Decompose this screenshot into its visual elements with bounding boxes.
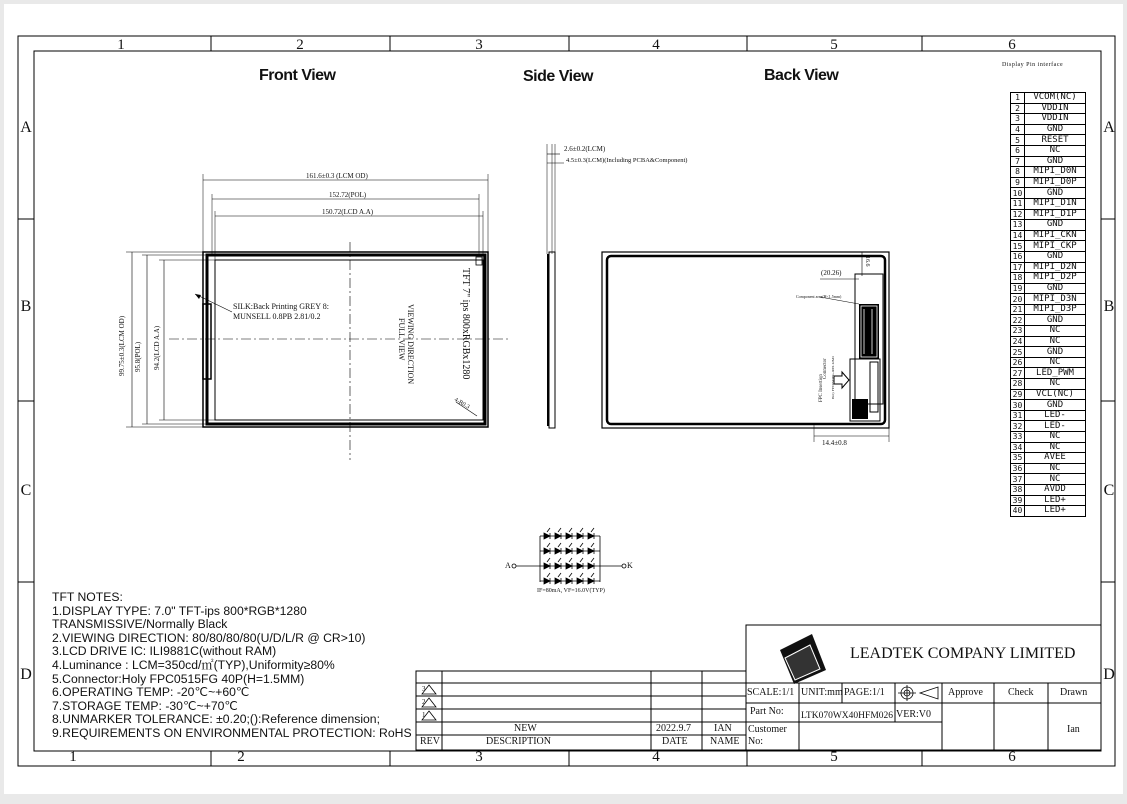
pin-row — [1011, 273, 1086, 284]
led-diode — [544, 578, 550, 584]
pin-number: 15 — [1011, 241, 1025, 252]
led-diode — [555, 578, 561, 584]
led-diode — [544, 533, 550, 539]
pin-signal: GND — [1025, 124, 1086, 135]
pin-signal: NC — [1025, 432, 1086, 443]
note-line: 8.UNMARKER TOLERANCE: ±0.20;():Reference dimension; — [52, 712, 380, 727]
led-diode — [566, 533, 572, 539]
pin-row — [1011, 283, 1086, 294]
part-no-label: Part No: — [750, 706, 784, 717]
note-line: 3.LCD DRIVE IC: ILI9881C(without RAM) — [52, 644, 277, 659]
row-label: A — [1103, 119, 1115, 136]
part-no-value: LTK070WX40HFM026 — [801, 711, 894, 721]
dim-2026: (20.26) — [821, 269, 842, 277]
pin-row — [1011, 368, 1086, 379]
row-label: C — [1103, 482, 1115, 499]
pin-signal: VDDIN — [1025, 103, 1086, 114]
pin-row — [1011, 315, 1086, 326]
pin-number: 29 — [1011, 389, 1025, 400]
pin-number: 22 — [1011, 315, 1025, 326]
drawn-label: Drawn — [1060, 687, 1088, 698]
pin-number: 17 — [1011, 262, 1025, 273]
col-label: 1 — [69, 749, 77, 765]
connector-part-label: Holy FPC0515FG-40PL12M3 — [831, 356, 835, 399]
back-view-title: Back View — [764, 67, 839, 84]
rev-mark: 1 — [422, 711, 426, 719]
pin-signal: AVDD — [1025, 484, 1086, 495]
pin-signal: GND — [1025, 251, 1086, 262]
customer-no-label: Customer No: — [748, 724, 787, 747]
company-logo — [780, 634, 826, 684]
pin-row — [1011, 220, 1086, 231]
pin-signal: LED- — [1025, 421, 1086, 432]
pin-signal: GND — [1025, 283, 1086, 294]
dim-v-lcd-aa: 94.2(LCD A.A) — [153, 325, 161, 370]
note-line: 4.Luminance : LCM=350cd/㎡(TYP),Uniformity≥80% — [52, 657, 335, 672]
led-diode — [577, 533, 583, 539]
drawn-by-value: Ian — [1067, 724, 1080, 735]
pin-table — [1010, 92, 1086, 517]
pin-signal: LED+ — [1025, 495, 1086, 506]
pin-number: 3 — [1011, 114, 1025, 125]
pin-row — [1011, 495, 1086, 506]
col-label: 6 — [1008, 37, 1016, 53]
led-diode — [588, 533, 594, 539]
side-view-title: Side View — [523, 68, 593, 85]
pin-number: 25 — [1011, 347, 1025, 358]
version-label: VER:V0 — [896, 709, 931, 720]
pin-signal: NC — [1025, 463, 1086, 474]
pin-row — [1011, 336, 1086, 347]
silk-note-line1: SILK:Back Printing GREY 8: — [233, 302, 329, 311]
pin-signal: RESET — [1025, 135, 1086, 146]
fpc-insertion-label: FPC Insertion — [819, 374, 824, 402]
pin-number: 33 — [1011, 432, 1025, 443]
component-area-label: Component area(H<1.5mm) — [796, 294, 842, 299]
pin-row — [1011, 156, 1086, 167]
rev-header: REV — [420, 736, 440, 747]
pin-number: 4 — [1011, 124, 1025, 135]
pin-signal: GND — [1025, 188, 1086, 199]
pin-row — [1011, 400, 1086, 411]
pin-number: 16 — [1011, 251, 1025, 262]
dim-v-pol: 95.8(POL) — [134, 341, 142, 372]
pin-row — [1011, 188, 1086, 199]
pin-number: 6 — [1011, 145, 1025, 156]
pin-signal: NC — [1025, 145, 1086, 156]
pin-row — [1011, 198, 1086, 209]
pin-number: 18 — [1011, 273, 1025, 284]
pin-number: 27 — [1011, 368, 1025, 379]
dim-back-bottom: 14.4±0.8 — [822, 439, 847, 447]
pin-row — [1011, 357, 1086, 368]
rev-new: NEW — [514, 723, 537, 734]
pin-signal: MIPI_D1N — [1025, 198, 1086, 209]
tft-notes — [52, 591, 412, 741]
pin-number: 40 — [1011, 506, 1025, 517]
pin-row — [1011, 484, 1086, 495]
pin-row — [1011, 209, 1086, 220]
description-header: DESCRIPTION — [486, 736, 552, 747]
dim-v-lcm-od: 99.75±0.3(LCM OD) — [118, 315, 126, 376]
pin-number: 8 — [1011, 167, 1025, 178]
pin-number: 39 — [1011, 495, 1025, 506]
pin-row — [1011, 421, 1086, 432]
note-line: 1.DISPLAY TYPE: 7.0" TFT-ips 800*RGB*1280 — [52, 603, 307, 618]
pin-row — [1011, 262, 1086, 273]
pin-signal: VCL(NC) — [1025, 389, 1086, 400]
pin-signal: MIPI_D2P — [1025, 273, 1086, 284]
row-label: D — [1103, 666, 1115, 683]
company-name: LEADTEK COMPANY LIMITED — [850, 645, 1076, 662]
dim-side-incl: 4.5±0.3(LCM)(Including PCBA&Component) — [566, 157, 688, 164]
pin-row — [1011, 93, 1086, 104]
pin-signal: LED_PWM — [1025, 368, 1086, 379]
pin-signal: NC — [1025, 357, 1086, 368]
led-diode — [577, 563, 583, 569]
unit-label: UNIT:mm — [801, 687, 843, 698]
pin-signal: VDDIN — [1025, 114, 1086, 125]
pin-number: 23 — [1011, 326, 1025, 337]
led-diode — [555, 563, 561, 569]
col-label: 2 — [296, 37, 304, 53]
pin-row — [1011, 326, 1086, 337]
pin-number: 11 — [1011, 198, 1025, 209]
notes-title: TFT NOTES: — [52, 590, 123, 604]
pin-number: 2 — [1011, 103, 1025, 114]
pin-signal: GND — [1025, 400, 1086, 411]
pin-signal: MIPI_D1P — [1025, 209, 1086, 220]
led-diode — [544, 563, 550, 569]
rev-name-value: IAN — [714, 723, 732, 734]
note-line: 6.OPERATING TEMP: -20℃~+60℃ — [52, 685, 250, 700]
col-label: 4 — [652, 37, 660, 53]
led-diode — [544, 548, 550, 554]
col-label: 6 — [1008, 749, 1016, 765]
row-label: B — [1103, 298, 1115, 315]
pin-number: 37 — [1011, 474, 1025, 485]
led-spec: IF=80mA, VF=16.0V(TYP) — [537, 588, 605, 594]
row-label: A — [20, 119, 32, 136]
dim-side-lcm: 2.6±0.2(LCM) — [564, 145, 606, 153]
pin-number: 5 — [1011, 135, 1025, 146]
pin-signal: NC — [1025, 442, 1086, 453]
pin-signal: GND — [1025, 347, 1086, 358]
led-diode — [588, 548, 594, 554]
pin-row — [1011, 506, 1086, 517]
full-view-label: FULL VIEW — [397, 318, 406, 361]
pin-signal: NC — [1025, 336, 1086, 347]
pin-signal: MIPI_D0N — [1025, 167, 1086, 178]
dim-lcm-od: 161.6±0.3 (LCM OD) — [306, 172, 368, 180]
col-label: 3 — [475, 37, 483, 53]
pin-signal: LED- — [1025, 410, 1086, 421]
col-label: 1 — [117, 37, 125, 53]
pin-number: 34 — [1011, 442, 1025, 453]
col-label: 2 — [237, 749, 245, 765]
pin-number: 10 — [1011, 188, 1025, 199]
pin-signal: NC — [1025, 379, 1086, 390]
connector-label: Connector — [823, 358, 828, 379]
dim-166: 16.6 — [864, 256, 870, 267]
corner-radius-label: 4-R0.3 — [453, 397, 471, 411]
led-cathode-label: K — [627, 561, 633, 570]
led-anode-label: A — [505, 561, 511, 570]
front-view-title: Front View — [259, 67, 336, 84]
pin-signal: MIPI_CKP — [1025, 241, 1086, 252]
led-diode — [555, 533, 561, 539]
pin-row — [1011, 432, 1086, 443]
projection-symbol — [898, 685, 938, 701]
pin-row — [1011, 294, 1086, 305]
pin-row — [1011, 304, 1086, 315]
pin-number: 30 — [1011, 400, 1025, 411]
back-view-drawing — [602, 252, 889, 442]
dim-pol: 152.72(POL) — [329, 191, 367, 199]
pin-row — [1011, 177, 1086, 188]
pin-number: 31 — [1011, 410, 1025, 421]
pin-row — [1011, 135, 1086, 146]
led-diode — [566, 563, 572, 569]
pin-number: 1 — [1011, 93, 1025, 104]
pin-number: 35 — [1011, 453, 1025, 464]
note-line: 7.STORAGE TEMP: -30℃~+70℃ — [52, 698, 239, 713]
pin-row — [1011, 474, 1086, 485]
pin-row — [1011, 103, 1086, 114]
rev-mark: 2 — [422, 698, 426, 706]
pin-signal: MIPI_CKN — [1025, 230, 1086, 241]
drawing-sheet — [4, 4, 1123, 794]
pin-signal: GND — [1025, 220, 1086, 231]
pin-number: 14 — [1011, 230, 1025, 241]
pin-number: 19 — [1011, 283, 1025, 294]
pin-row — [1011, 251, 1086, 262]
pin-number: 32 — [1011, 421, 1025, 432]
pin-table-title: Display Pin interface — [1002, 62, 1064, 68]
col-label: 5 — [830, 749, 838, 765]
note-line: 9.REQUIREMENTS ON ENVIRONMENTAL PROTECTION: RoHS — [52, 725, 412, 740]
pin-row — [1011, 410, 1086, 421]
pin-row — [1011, 463, 1086, 474]
pin-signal: VCOM(NC) — [1025, 93, 1086, 104]
pin-signal: GND — [1025, 315, 1086, 326]
side-view-drawing — [547, 144, 564, 428]
check-label: Check — [1008, 687, 1034, 698]
pin-row — [1011, 241, 1086, 252]
pin-signal: MIPI_D3N — [1025, 294, 1086, 305]
pin-row — [1011, 124, 1086, 135]
pin-signal: MIPI_D3P — [1025, 304, 1086, 315]
row-label: B — [20, 298, 32, 315]
pin-row — [1011, 230, 1086, 241]
note-line: TRANSMISSIVE/Normally Black — [52, 617, 228, 632]
led-diode — [588, 563, 594, 569]
col-label: 3 — [475, 749, 483, 765]
led-diode — [566, 548, 572, 554]
pin-row — [1011, 145, 1086, 156]
rev-mark: 3 — [422, 685, 426, 693]
pin-signal: MIPI_D0P — [1025, 177, 1086, 188]
col-label: 5 — [830, 37, 838, 53]
pin-number: 21 — [1011, 304, 1025, 315]
pin-number: 28 — [1011, 379, 1025, 390]
pin-number: 9 — [1011, 177, 1025, 188]
pin-row — [1011, 114, 1086, 125]
pin-signal: AVEE — [1025, 453, 1086, 464]
led-diode — [555, 548, 561, 554]
dim-lcd-aa: 150.72(LCD A.A) — [322, 208, 374, 216]
scale-label: SCALE:1/1 — [747, 687, 795, 698]
name-header: NAME — [710, 736, 740, 747]
led-diode — [566, 578, 572, 584]
pin-number: 13 — [1011, 220, 1025, 231]
pin-row — [1011, 167, 1086, 178]
pin-signal: LED+ — [1025, 506, 1086, 517]
note-line: 2.VIEWING DIRECTION: 80/80/80/80(U/D/L/R @ CR>10) — [52, 630, 366, 645]
silk-note-line2: MUNSELL 0.8PB 2.81/0.2 — [233, 312, 321, 321]
pin-number: 12 — [1011, 209, 1025, 220]
pin-number: 24 — [1011, 336, 1025, 347]
led-circuit — [512, 528, 626, 584]
pin-number: 36 — [1011, 463, 1025, 474]
pin-row — [1011, 347, 1086, 358]
pin-row — [1011, 389, 1086, 400]
date-header: DATE — [662, 736, 688, 747]
viewing-direction-label: VIEWING DIRECTION — [406, 304, 415, 385]
led-diode — [577, 548, 583, 554]
approve-label: Approve — [948, 687, 983, 698]
panel-label: TFT 7" ips 800xRGBx1280 — [460, 268, 471, 380]
pin-signal: NC — [1025, 474, 1086, 485]
pin-signal: MIPI_D2N — [1025, 262, 1086, 273]
pin-number: 38 — [1011, 484, 1025, 495]
pin-row — [1011, 442, 1086, 453]
col-label: 4 — [652, 749, 660, 765]
led-diode — [588, 578, 594, 584]
pin-number: 26 — [1011, 357, 1025, 368]
pin-signal: NC — [1025, 326, 1086, 337]
note-line: 5.Connector:Holy FPC0515FG 40P(H=1.5MM) — [52, 671, 305, 686]
page-label: PAGE:1/1 — [844, 687, 885, 698]
pin-row — [1011, 453, 1086, 464]
pin-signal: GND — [1025, 156, 1086, 167]
pin-number: 7 — [1011, 156, 1025, 167]
row-label: C — [20, 482, 32, 499]
led-diode — [577, 578, 583, 584]
row-label: D — [20, 666, 32, 683]
rev-date-value: 2022.9.7 — [656, 723, 691, 734]
pin-number: 20 — [1011, 294, 1025, 305]
pin-row — [1011, 379, 1086, 390]
